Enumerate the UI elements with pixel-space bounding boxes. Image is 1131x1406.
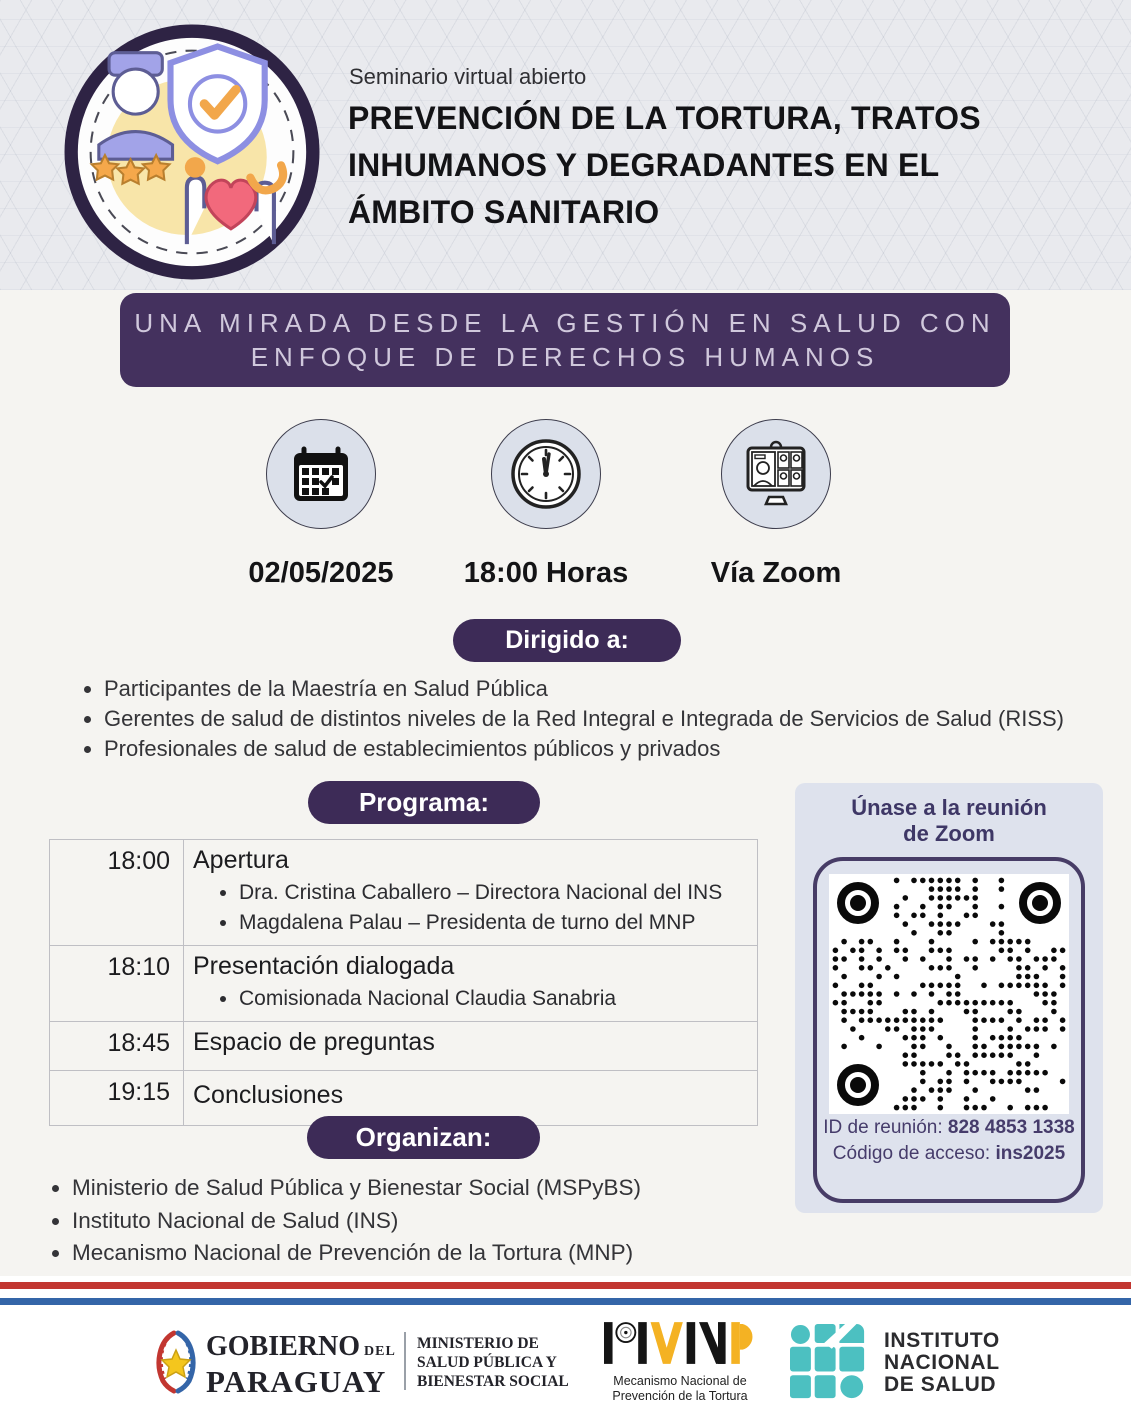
mnp-caption-line-2: Prevención de la Tortura bbox=[612, 1389, 748, 1403]
mnp-caption-line-1: Mecanismo Nacional de bbox=[613, 1374, 747, 1388]
logo-divider bbox=[404, 1332, 406, 1390]
event-date-label: 02/05/2025 bbox=[248, 557, 394, 589]
programa-badge bbox=[308, 781, 540, 824]
meeting-id-line bbox=[823, 1116, 1074, 1140]
dirigido-list bbox=[84, 674, 1104, 764]
clock-icon bbox=[509, 437, 583, 511]
dirigido-badge bbox=[453, 619, 681, 662]
list-item: • Instituto Nacional de Salud (INS) bbox=[72, 1205, 832, 1238]
mnp-caption bbox=[600, 1374, 760, 1404]
table-row bbox=[50, 840, 758, 946]
dirigido-badge-label: Dirigido a: bbox=[505, 626, 629, 654]
event-date bbox=[226, 419, 416, 590]
mnp-logo bbox=[600, 1322, 760, 1404]
seminar-title bbox=[348, 95, 981, 236]
organizan-badge-label: Organizan: bbox=[355, 1122, 492, 1152]
banner-line-1: UNA MIRADA DESDE LA GESTIÓN EN SALUD CON bbox=[134, 308, 996, 338]
row-time: 18:10 bbox=[50, 946, 184, 1022]
health-protection-illustration bbox=[64, 24, 320, 280]
calendar-icon-circle bbox=[266, 419, 376, 529]
title-line-1: PREVENCIÓN DE LA TORTURA, TRATOS bbox=[348, 100, 981, 136]
title-line-3: ÁMBITO SANITARIO bbox=[348, 194, 660, 230]
event-time bbox=[451, 419, 641, 590]
zoom-qr-code bbox=[829, 874, 1069, 1114]
video-call-icon-circle bbox=[721, 419, 831, 529]
ins-logo-icon bbox=[790, 1324, 866, 1400]
flag-stripe-blue bbox=[0, 1298, 1131, 1305]
ins-line-2: NACIONAL bbox=[884, 1351, 1000, 1374]
row-time: 18:00 bbox=[50, 840, 184, 946]
row-bullets bbox=[193, 984, 757, 1014]
list-item: • Profesionales de salud de establecimientos públicos y privados bbox=[104, 734, 1104, 764]
row-title: Apertura bbox=[193, 846, 289, 874]
ins-logo-text bbox=[884, 1330, 1000, 1396]
seminar-kicker: Seminario virtual abierto bbox=[349, 64, 587, 89]
organizan-list bbox=[52, 1172, 832, 1270]
zoom-meeting-card bbox=[795, 783, 1103, 1213]
gov-del: DEL bbox=[364, 1344, 396, 1359]
list-item: • Participantes de la Maestría en Salud Pública bbox=[104, 674, 1104, 704]
row-title: Presentación dialogada bbox=[193, 952, 455, 980]
ministry-line-2: SALUD PÚBLICA Y bbox=[417, 1354, 557, 1371]
access-code-line bbox=[833, 1142, 1065, 1166]
video-call-icon bbox=[741, 439, 811, 509]
ministry-line-1: MINISTERIO DE bbox=[417, 1335, 539, 1352]
row-bullets bbox=[193, 878, 757, 938]
list-item: • Comisionada Nacional Claudia Sanabria bbox=[239, 984, 757, 1014]
flag-stripe-red bbox=[0, 1282, 1131, 1289]
ins-line-1: INSTITUTO bbox=[884, 1329, 1000, 1352]
title-line-2: INHUMANOS Y DEGRADANTES EN EL bbox=[348, 147, 940, 183]
zoom-title-line-2: de Zoom bbox=[903, 821, 995, 846]
gobierno-paraguay-logo bbox=[206, 1332, 396, 1397]
qr-frame bbox=[813, 857, 1085, 1203]
gov-line-1: GOBIERNO bbox=[206, 1331, 361, 1362]
mnp-logo-icon bbox=[604, 1322, 756, 1364]
ministry-logo-text bbox=[417, 1334, 569, 1391]
subtitle-banner bbox=[120, 293, 1010, 387]
meeting-id-label: ID de reunión: bbox=[823, 1117, 948, 1138]
programa-badge-label: Programa: bbox=[358, 787, 490, 817]
zoom-title-line-1: Únase a la reunión bbox=[851, 795, 1047, 820]
row-time: 19:15 bbox=[50, 1071, 184, 1126]
list-item: • Mecanismo Nacional de Prevención de la Tortura (MNP) bbox=[72, 1237, 832, 1270]
list-item: • Gerentes de salud de distintos niveles de la Red Integral e Integrada de Servicios de Salud (RISS) bbox=[104, 704, 1104, 734]
programa-table bbox=[49, 839, 758, 1126]
event-time-label: 18:00 Horas bbox=[463, 557, 629, 589]
ins-line-3: DE SALUD bbox=[884, 1373, 997, 1396]
ministry-line-3: BIENESTAR SOCIAL bbox=[417, 1373, 569, 1390]
gov-line-2: PARAGUAY bbox=[206, 1364, 387, 1399]
table-row bbox=[50, 946, 758, 1022]
row-title: Espacio de preguntas bbox=[193, 1028, 435, 1056]
paraguay-wreath-icon bbox=[150, 1328, 202, 1394]
access-code-label: Código de acceso: bbox=[832, 1143, 996, 1164]
access-code-value: ins2025 bbox=[995, 1143, 1066, 1164]
list-item: • Magdalena Palau – Presidenta de turno del MNP bbox=[239, 908, 757, 938]
row-time: 18:45 bbox=[50, 1022, 184, 1071]
header-section bbox=[0, 0, 1131, 290]
table-row bbox=[50, 1022, 758, 1071]
event-platform bbox=[681, 419, 871, 590]
organizan-badge bbox=[307, 1116, 540, 1159]
row-title: Conclusiones bbox=[193, 1081, 344, 1109]
footer bbox=[0, 1276, 1131, 1406]
clock-icon-circle bbox=[491, 419, 601, 529]
meeting-id-value: 828 4853 1338 bbox=[947, 1117, 1075, 1138]
calendar-icon bbox=[288, 441, 354, 507]
banner-line-2: ENFOQUE DE DERECHOS HUMANOS bbox=[250, 342, 880, 372]
event-platform-label: Vía Zoom bbox=[710, 557, 842, 589]
list-item: • Ministerio de Salud Pública y Bienestar Social (MSPyBS) bbox=[72, 1172, 832, 1205]
list-item: • Dra. Cristina Caballero – Directora Nacional del INS bbox=[239, 878, 757, 908]
zoom-card-title bbox=[795, 795, 1103, 847]
